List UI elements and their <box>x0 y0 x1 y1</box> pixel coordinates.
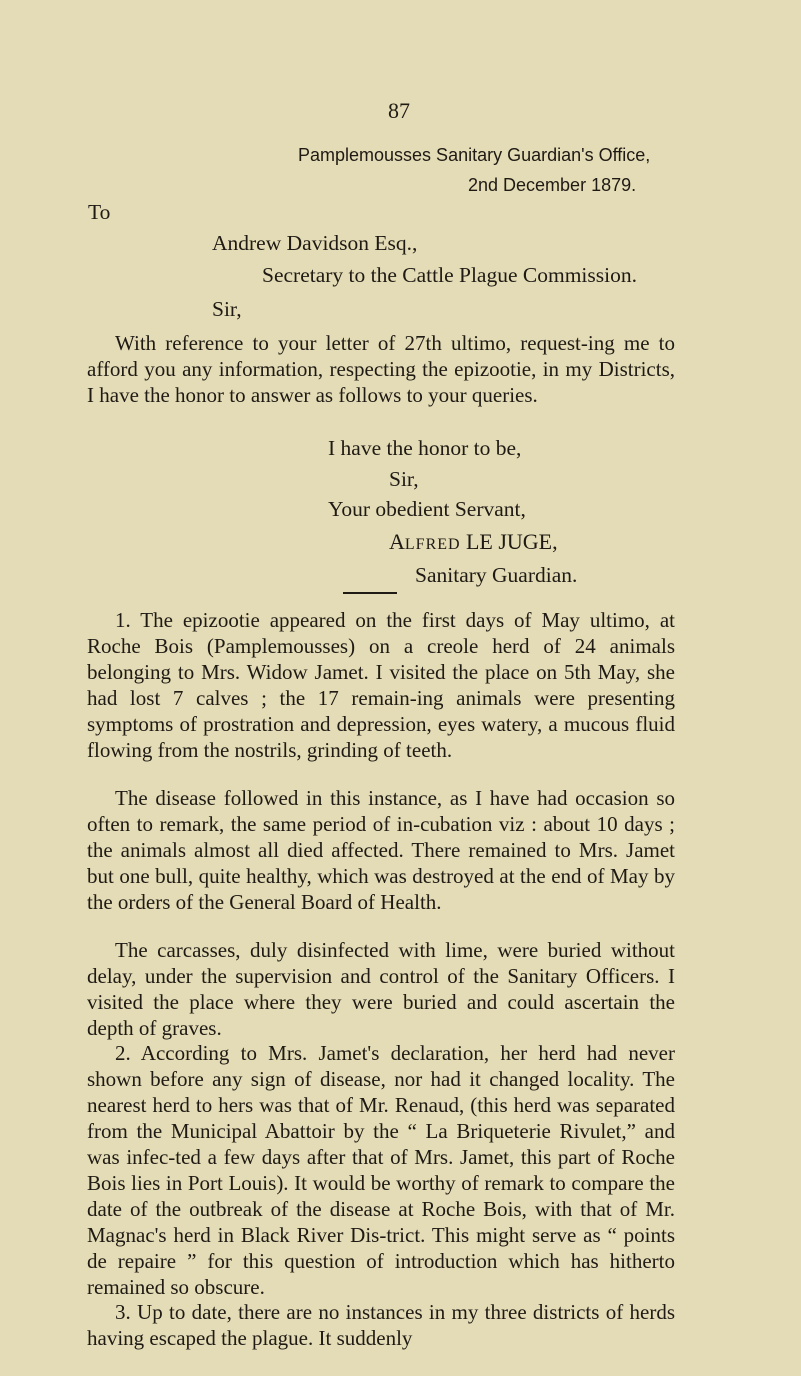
signature-initial: A <box>389 529 405 554</box>
report-paragraph: 2. According to Mrs. Jamet's declaration, her herd had never shown before any sign of disease, nor had it changed locality. The nearest herd to hers was that of Mr. Renaud, (this herd was separated from the Municipal Abattoir by the “ La Briqueterie Rivulet,” and was infec-ted a few days after that of Mrs. Jamet, this part of Roche Bois lies in Port Louis). It would be worthy of remark to compare the date of the outbreak of the disease at Roche Bois, with that of Mr. Magnac's herd in Black River Dis-trict. This might serve as “ points de repaire ” for this question of introduction which has hitherto remained so obscure. <box>87 1041 675 1299</box>
signature <box>389 529 558 555</box>
signature-title: Sanitary Guardian. <box>415 563 578 587</box>
report-paragraph: 3. Up to date, there are no instances in my three districts of herds having escaped the plague. It suddenly <box>87 1300 675 1350</box>
report-section-2 <box>87 785 675 915</box>
to-label: To <box>88 200 111 224</box>
report-paragraph: 1. The epizootie appeared on the first days of May ultimo, at Roche Bois (Pamplemousses) on a creole herd of 24 animals belonging to Mrs. Widow Jamet. I visited the place on 5th May, she had lost 7 calves ; the 17 remain-ing animals were presenting symptoms of prostration and depression, eyes watery, a mucous fluid flowing from the nostrils, grinding of teeth. <box>87 608 675 762</box>
letter-paragraph: With reference to your letter of 27th ultimo, request-ing me to afford you any information, respecting the epizootie, in my Districts, I have the honor to answer as follows to your queries. <box>87 331 675 407</box>
report-section-1 <box>87 607 675 763</box>
closing-line-1: I have the honor to be, <box>328 436 522 460</box>
signature-surname: LE JUGE, <box>465 529 558 554</box>
recipient-title: Secretary to the Cattle Plague Commission. <box>262 263 637 287</box>
signature-first-name: LFRED <box>404 536 461 553</box>
divider <box>343 592 397 594</box>
report-paragraph: The carcasses, duly disinfected with lime, were buried without delay, under the supervision and control of the Sanitary Officers. I visited the place where they were buried and could ascertain the depth of graves. <box>87 938 675 1040</box>
report-section-4 <box>87 1040 675 1300</box>
salutation: Sir, <box>212 297 242 321</box>
office-heading: Pamplemousses Sanitary Guardian's Office, <box>298 145 651 165</box>
report-section-5 <box>87 1299 675 1351</box>
letter-body <box>87 330 675 408</box>
closing-line-2: Sir, <box>389 467 419 491</box>
letter-date: 2nd December 1879. <box>468 175 637 195</box>
report-paragraph: The disease followed in this instance, as I have had occasion so often to remark, the same period of in-cubation viz : about 10 days ; the animals almost all died affected. There remained to Mrs. Jamet but one bull, quite healthy, which was destroyed at the end of May by the orders of the General Board of Health. <box>87 786 675 914</box>
report-section-3 <box>87 937 675 1041</box>
closing-line-3: Your obedient Servant, <box>328 497 526 521</box>
recipient-name: Andrew Davidson Esq., <box>212 231 418 255</box>
page-number: 87 <box>388 98 410 123</box>
